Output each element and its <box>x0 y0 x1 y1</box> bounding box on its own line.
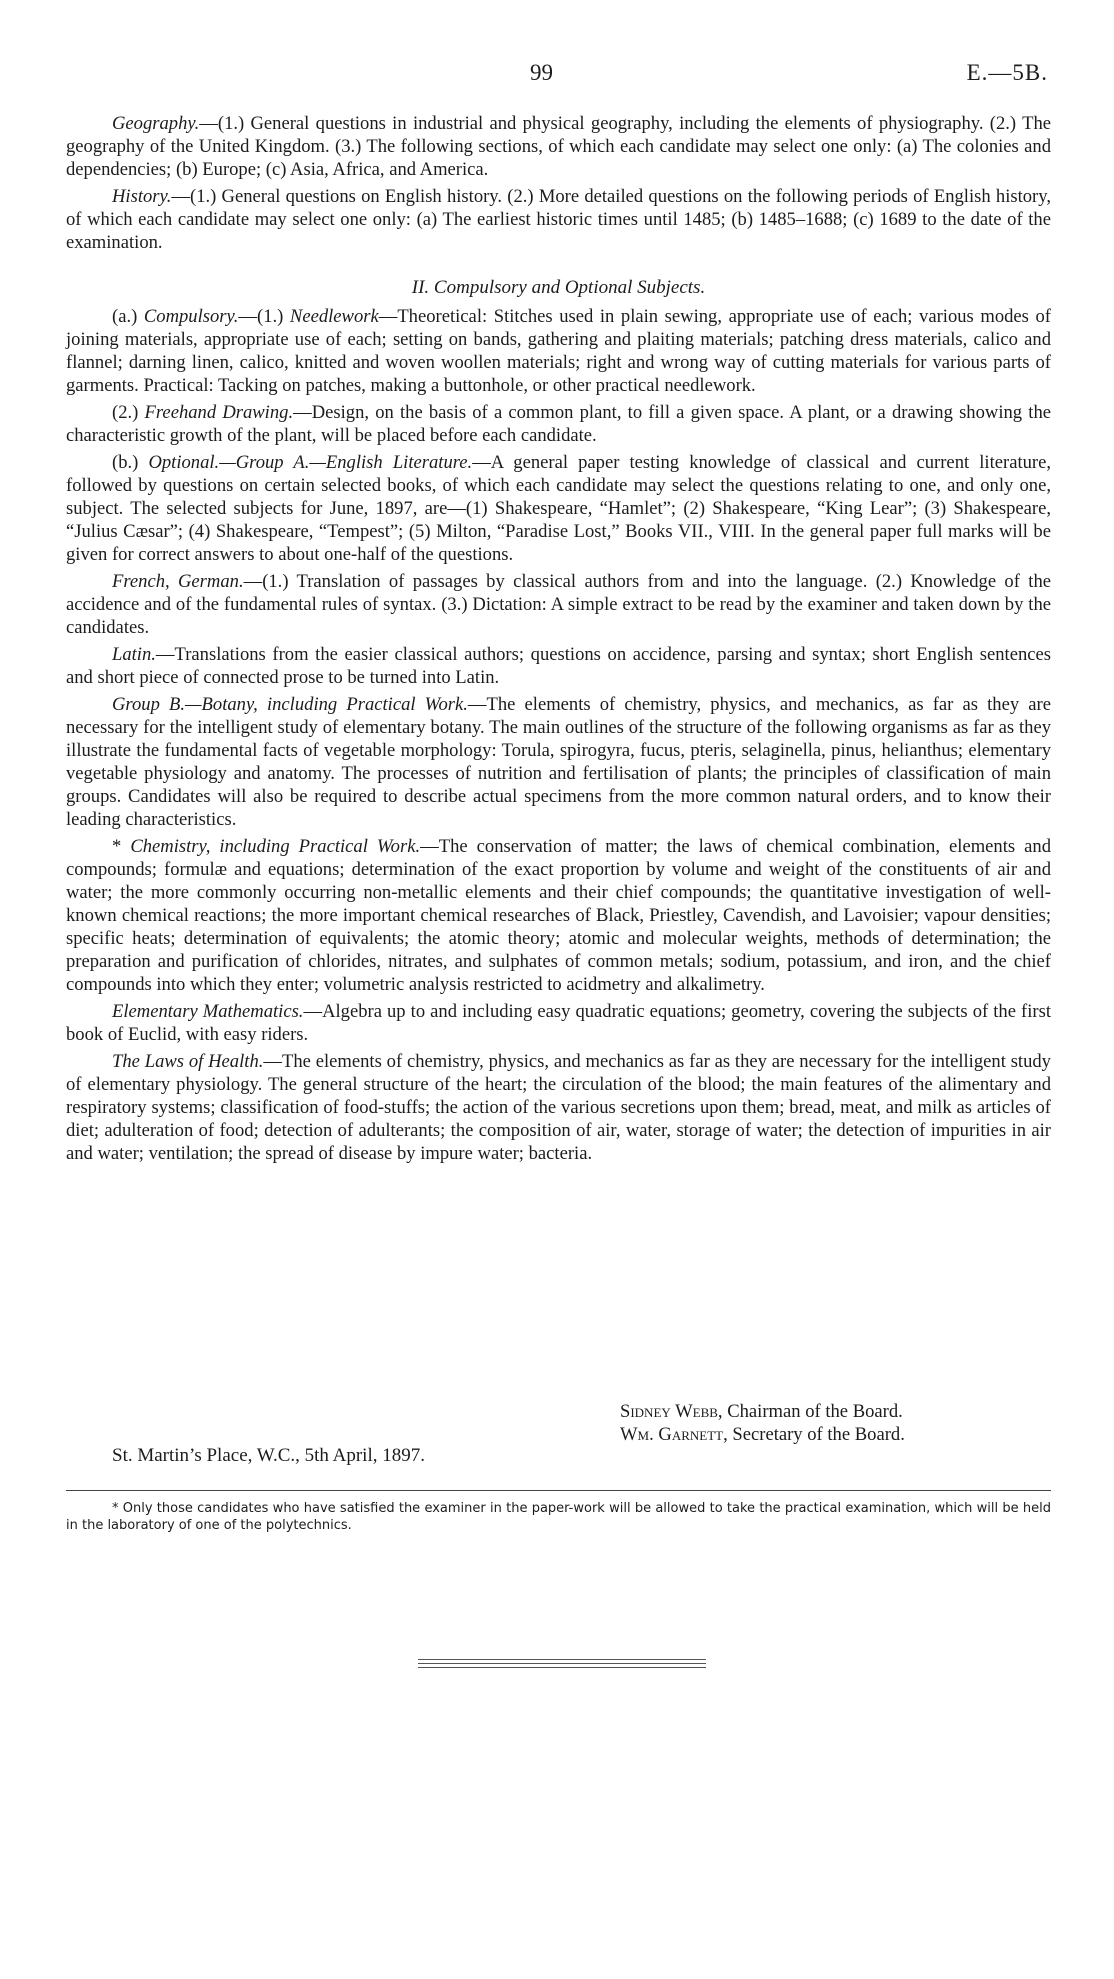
paragraph-botany: Group B.—Botany, including Practical Work.—The elements of chemistry, physics, and mechanics, as far as they are necessary for the intelligent study of elementary botany. The main outlines of the structure of the following organisms as far as they illustrate the fundamental facts of vegetable morphology: Torula, spirogyra, fucus, pteris, selaginella, pinus, helianthus; elementary vegetable physiology and anatomy. The processes of nutrition and fertilisation of plants; the principles of classification of main groups. Candidates will also be required to describe actual specimens from the more common natural orders, and to know their leading characteristics. <box>66 694 1051 830</box>
paragraph-optional: (b.) Optional.—Group A.—English Literature.—A general paper testing knowledge of classical and current literature, followed by questions on certain selected books, of which each candidate may select the questions relating to one, and only one, subject. The selected subjects for June, 1897, are—(1) Shakespeare, “Hamlet”; (2) Shakespeare, “King Lear”; (3) Shakespeare, “Julius Cæsar”; (4) Shakespeare, “Tempest”; (5) Milton, “Paradise Lost,” Books VII., VIII. In the general paper full marks will be given for correct answers to about one-half of the questions. <box>66 452 1052 565</box>
geography-heading: Geography. <box>112 113 200 134</box>
paragraph-compulsory: (a.) Compulsory.—(1.) Needlework—Theoretical: Stitches used in plain sewing, appropriate use of each; various modes of joining materials, appropriate use of each; setting on bands, gathering and plaiting materials; patching dress materials, calico and flannel; darning linen, calico, knitted and woven woollen materials; right and wrong way of cutting materials for various parts of garments. Practical: Tacking on patches, making a buttonhole, or other practical needlework. <box>66 306 1051 396</box>
signature-secretary: Wm. Garnett, Secretary of the Board. <box>620 1424 905 1445</box>
paragraph-freehand: (2.) Freehand Drawing.—Design, on the basis of a common plant, to fill a given space. A plant, or a drawing showing the characteristic growth of the plant, will be placed before each candidate. <box>66 402 1051 446</box>
page-number: 99 <box>530 60 553 85</box>
paragraph-chemistry: * Chemistry, including Practical Work.—The conservation of matter; the laws of chemical combination, elements and compounds; formulæ and equations; determination of the exact proportion by volume and weight of the constituents of air and water; the more commonly occurring non-metallic elements and their chief compounds; the quantitative investigation of well-known chemical reactions; the more important chemical researches of Black, Priestley, Cavendish, and Lavoisier; vapour densities; specific heats; determination of equivalents; the atomic theory; atomic and molecular weights, methods of determination; the preparation and purification of chlorides, nitrates, and sulphates of common metals; sodium, potassium, and iron, and the chief compounds into which they enter; volumetric analysis restricted to acidmetry and alkalimetry. <box>66 836 1051 995</box>
document-reference: E.—5B. <box>966 60 1048 85</box>
footnote: * Only those candidates who have satisfied the examiner in the paper-work will be allowed to take the practical examination, which will be held in the laboratory of one of the polytechnics. <box>66 1501 1051 1533</box>
signature-block <box>620 1400 905 1446</box>
history-heading: History. <box>112 186 172 207</box>
address-date: St. Martin’s Place, W.C., 5th April, 1897. <box>112 1445 425 1466</box>
paragraph-history: History.—(1.) General questions on English history. (2.) More detailed questions on the following periods of English history, of which each candidate may select one only: (a) The earliest historic times until 1485; (b) 1485–1688; (c) 1689 to the date of the examination. <box>66 186 1051 253</box>
paragraph-mathematics: Elementary Mathematics.—Algebra up to and including easy quadratic equations; geometry, covering the subjects of the first book of Euclid, with easy riders. <box>66 1001 1051 1045</box>
section-heading: II. Compulsory and Optional Subjects. <box>411 277 706 298</box>
end-rule <box>418 1659 706 1671</box>
body-text <box>66 112 1051 1169</box>
paragraph-health: The Laws of Health.—The elements of chemistry, physics, and mechanics as far as they are necessary for the intelligent study of elementary physiology. The general structure of the heart; the circulation of the blood; the main features of the alimentary and respiratory systems; classification of food-stuffs; the action of the various secretions upon them; bread, meat, and milk as articles of diet; adulteration of food; detection of adulterants; the composition of air, water, storage of water; the detection of impurities in air and water; ventilation; the spread of disease by impure water; bacteria. <box>66 1051 1051 1164</box>
page-header <box>0 60 1114 90</box>
paragraph-latin: Latin.—Translations from the easier classical authors; questions on accidence, parsing and syntax; short English sentences and short piece of connected prose to be turned into Latin. <box>66 644 1051 688</box>
footnote-divider <box>66 1490 1051 1491</box>
signature-chairman: Sidney Webb, Chairman of the Board. <box>620 1401 903 1422</box>
paragraph-geography: Geography.—(1.) General questions in industrial and physical geography, including the elements of physiography. (2.) The geography of the United Kingdom. (3.) The following sections, of which each candidate may select one only: (a) The colonies and dependencies; (b) Europe; (c) Asia, Africa, and America. <box>66 113 1051 180</box>
paragraph-french: French, German.—(1.) Translation of passages by classical authors from and into the language. (2.) Knowledge of the accidence and of the fundamental rules of syntax. (3.) Dictation: A simple extract to be read by the examiner and taken down by the candidates. <box>66 571 1051 638</box>
